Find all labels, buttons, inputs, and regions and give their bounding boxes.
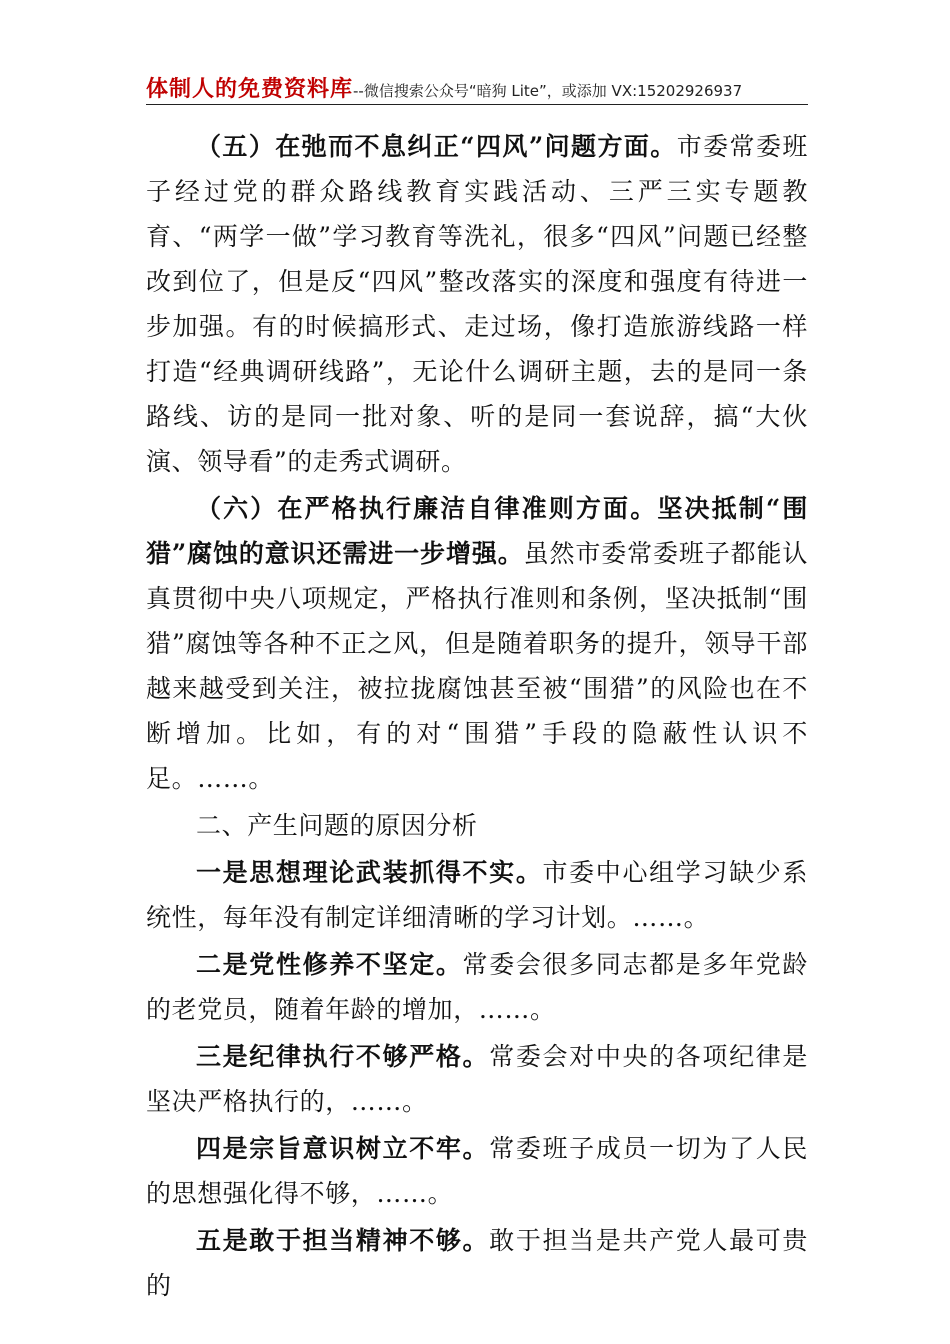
section-heading xyxy=(146,803,808,848)
paragraph-lead: （六）在严格执行廉洁自律准则方面。坚决抵制“围猎”腐蚀的意识还需进一步增强。 xyxy=(146,494,808,568)
header-brand: 体制人的免费资料库 xyxy=(146,77,354,102)
reason-lead: 五是敢于担当精神不够。 xyxy=(196,1226,490,1255)
document-body xyxy=(146,124,808,1308)
reason-3 xyxy=(146,1034,808,1124)
reason-text: 敢于担当是共产党人最可贵的 xyxy=(146,1226,808,1300)
reason-text: 常委会很多同志都是多年党龄的老党员，随着年龄的增加，……。 xyxy=(146,950,808,1024)
section-heading-text: 二、产生问题的原因分析 xyxy=(196,811,478,840)
paragraph-lead: （五）在弛而不息纠正“四风”问题方面。 xyxy=(196,132,677,161)
paragraph-text: 虽然市委常委班子都能认真贯彻中央八项规定，严格执行准则和条例，坚决抵制“围猎”腐蚀等各种不正之风，但是随着职务的提升，领导干部越来越受到关注，被拉拢腐蚀甚至被“围猎”的风险也在不断增加。比如，有的对“围猎”手段的隐蔽性认识不足。……。 xyxy=(146,539,808,793)
reason-5 xyxy=(146,1218,808,1308)
reason-1 xyxy=(146,850,808,940)
reason-2 xyxy=(146,942,808,1032)
paragraph-6 xyxy=(146,486,808,801)
reason-text: 市委中心组学习缺少系统性，每年没有制定详细清晰的学习计划。……。 xyxy=(146,858,808,932)
reason-lead: 四是宗旨意识树立不牢。 xyxy=(196,1134,490,1163)
reason-lead: 二是党性修养不坚定。 xyxy=(196,950,463,979)
reason-lead: 三是纪律执行不够严格。 xyxy=(196,1042,490,1071)
paragraph-text: 市委常委班子经过党的群众路线教育实践活动、三严三实专题教育、“两学一做”学习教育等洗礼，很多“四风”问题已经整改到位了，但是反“四风”整改落实的深度和强度有待进一步加强。有的时候搞形式、走过场，像打造旅游线路一样打造“经典调研线路”，无论什么调研主题，去的是同一条路线、访的是同一批对象、听的是同一套说辞，搞“大伙演、领导看”的走秀式调研。 xyxy=(146,132,808,476)
reason-text: 常委班子成员一切为了人民的思想强化得不够，……。 xyxy=(146,1134,808,1208)
reason-lead: 一是思想理论武装抓得不实。 xyxy=(196,858,543,887)
header-note: --微信搜索公众号“暗狗 Lite”，或添加 VX:15202926937 xyxy=(353,82,743,100)
paragraph-5 xyxy=(146,124,808,484)
reason-text: 常委会对中央的各项纪律是坚决严格执行的，……。 xyxy=(146,1042,808,1116)
page-header xyxy=(146,72,808,105)
reason-4 xyxy=(146,1126,808,1216)
